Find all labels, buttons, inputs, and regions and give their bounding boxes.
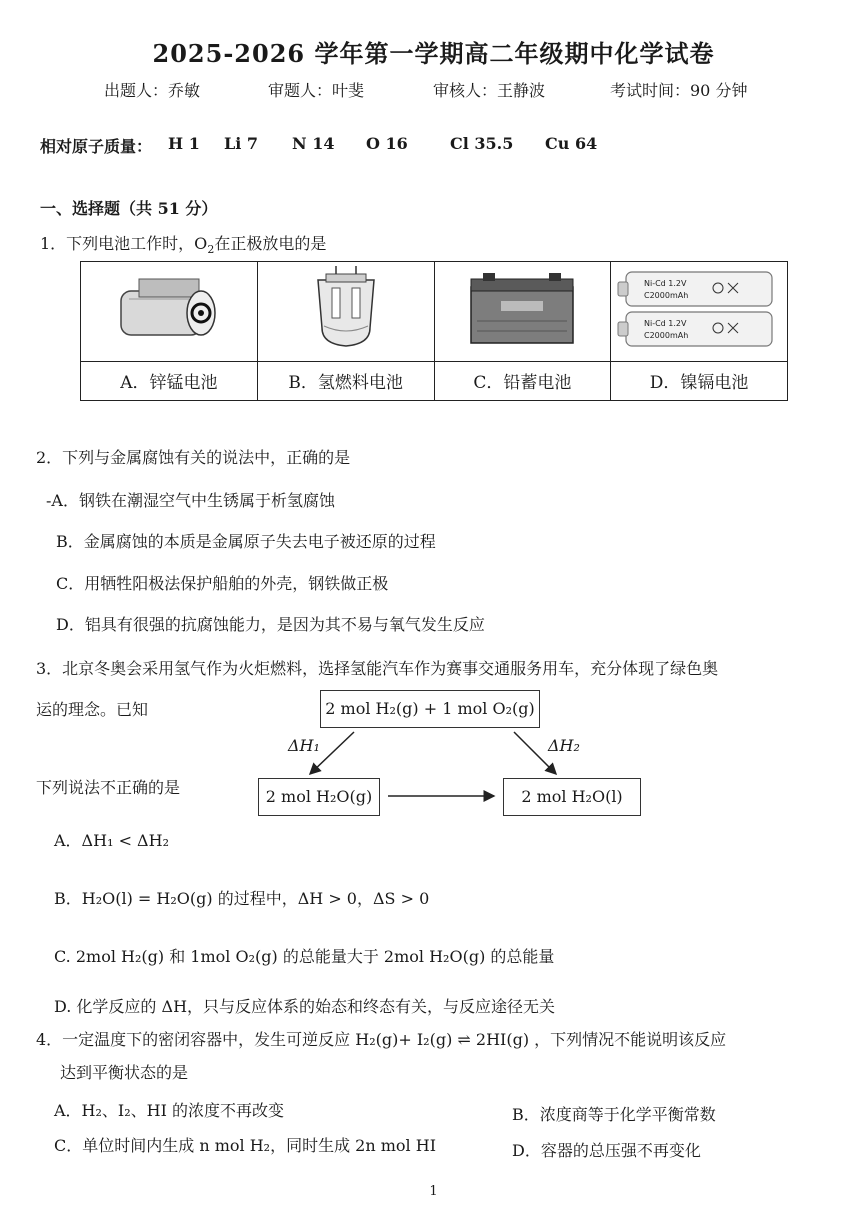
question-4-stem-line-2: 达到平衡状态的是	[60, 1063, 189, 1082]
atomic-mass-item: Li 7	[224, 134, 259, 153]
diagram-reactants-box: 2 mol H₂(g) + 1 mol O₂(g)	[320, 690, 540, 728]
question-4-option-b: B．浓度商等于化学平衡常数	[512, 1105, 716, 1124]
question-4-option-a: A．H₂、I₂、HI 的浓度不再改变	[54, 1101, 285, 1120]
question-1-stem: 1．下列电池工作时，$O_2$在正极放电的是	[40, 234, 327, 257]
option-b-label: B．氢燃料电池	[257, 361, 434, 400]
reviewer-text: 审题人：叶斐	[268, 81, 365, 100]
question-2-option-c: C．用牺牲阳极法保护船舶的外壳，钢铁做正极	[56, 574, 389, 593]
question-2-option-b: B．金属腐蚀的本质是金属原子失去电子被还原的过程	[56, 532, 436, 551]
question-3-option-b: B．H₂O(l) = H₂O(g) 的过程中，ΔH > 0，ΔS > 0	[54, 889, 430, 908]
lead-acid-battery-icon	[434, 262, 611, 362]
section-title: 一、选择题（共 51 分）	[40, 199, 218, 218]
question-2-option-d: D．铝具有很强的抗腐蚀能力，是因为其不易与氧气发生反应	[56, 615, 485, 634]
exam-time-text: 考试时间：90 分钟	[610, 81, 748, 100]
question-2-stem: 2．下列与金属腐蚀有关的说法中，正确的是	[36, 448, 351, 467]
setter-text: 出题人：乔敏	[104, 81, 201, 100]
battery-options-table	[80, 261, 788, 401]
svg-text:C2000mAh: C2000mAh	[644, 331, 689, 341]
svg-text:Ni-Cd 1.2V: Ni-Cd 1.2V	[644, 279, 687, 289]
atomic-mass-item: Cl 35.5	[450, 134, 514, 153]
hydrogen-fuel-cell-icon	[257, 262, 434, 362]
question-3-stem-line-2: 运的理念。已知	[36, 700, 149, 719]
checker-text: 审核人：王静波	[433, 81, 546, 100]
option-d-label: D．镍镉电池	[611, 361, 788, 400]
svg-text:C2000mAh: C2000mAh	[644, 291, 689, 301]
question-3-option-d: D. 化学反应的 ΔH，只与反应体系的始态和终态有关，与反应途径无关	[54, 997, 556, 1016]
page-number: 1	[429, 1184, 438, 1199]
svg-text:Ni-Cd 1.2V: Ni-Cd 1.2V	[644, 319, 687, 329]
option-c-label: C．铅蓄电池	[434, 361, 611, 400]
delta-h1-label: ΔH₁	[288, 736, 320, 755]
delta-h2-label: ΔH₂	[548, 736, 580, 755]
question-3-option-a: A．ΔH₁ < ΔH₂	[54, 831, 169, 850]
question-3-stem-line-1: 3．北京冬奥会采用氢气作为火炬燃料，选择氢能汽车作为赛事交通服务用车，充分体现了绿色奥	[36, 659, 719, 678]
question-4-option-d: D．容器的总压强不再变化	[512, 1141, 701, 1160]
atomic-mass-label: 相对原子质量：	[40, 137, 153, 156]
question-4-option-c: C．单位时间内生成 n mol H₂，同时生成 2n mol HI	[54, 1136, 437, 1155]
nickel-cadmium-battery-icon	[611, 262, 788, 362]
question-4-stem-line-1: 4．一定温度下的密闭容器中，发生可逆反应 H₂(g)+ I₂(g) ⇌ 2HI(g) ，下列情况不能说明该反应	[36, 1030, 727, 1049]
atomic-mass-item: Cu 64	[545, 134, 598, 153]
option-a-label: A．锌锰电池	[81, 361, 258, 400]
atomic-mass-item: N 14	[292, 134, 335, 153]
diagram-water-gas-box: 2 mol H₂O(g)	[258, 778, 380, 816]
atomic-mass-item: H 1	[168, 134, 200, 153]
question-3-stem-line-3: 下列说法不正确的是	[36, 778, 181, 797]
diagram-water-liquid-box: 2 mol H₂O(l)	[503, 778, 641, 816]
atomic-mass-item: O 16	[366, 134, 408, 153]
exam-title: 2025-2026 学年第一学期高二年级期中化学试卷	[152, 39, 715, 68]
question-3-option-c: C. 2mol H₂(g) 和 1mol O₂(g) 的总能量大于 2mol H₂O(g) 的总能量	[54, 947, 555, 966]
zinc-manganese-battery-icon	[81, 262, 258, 362]
question-2-option-a: -A．钢铁在潮湿空气中生锈属于析氢腐蚀	[46, 491, 335, 510]
